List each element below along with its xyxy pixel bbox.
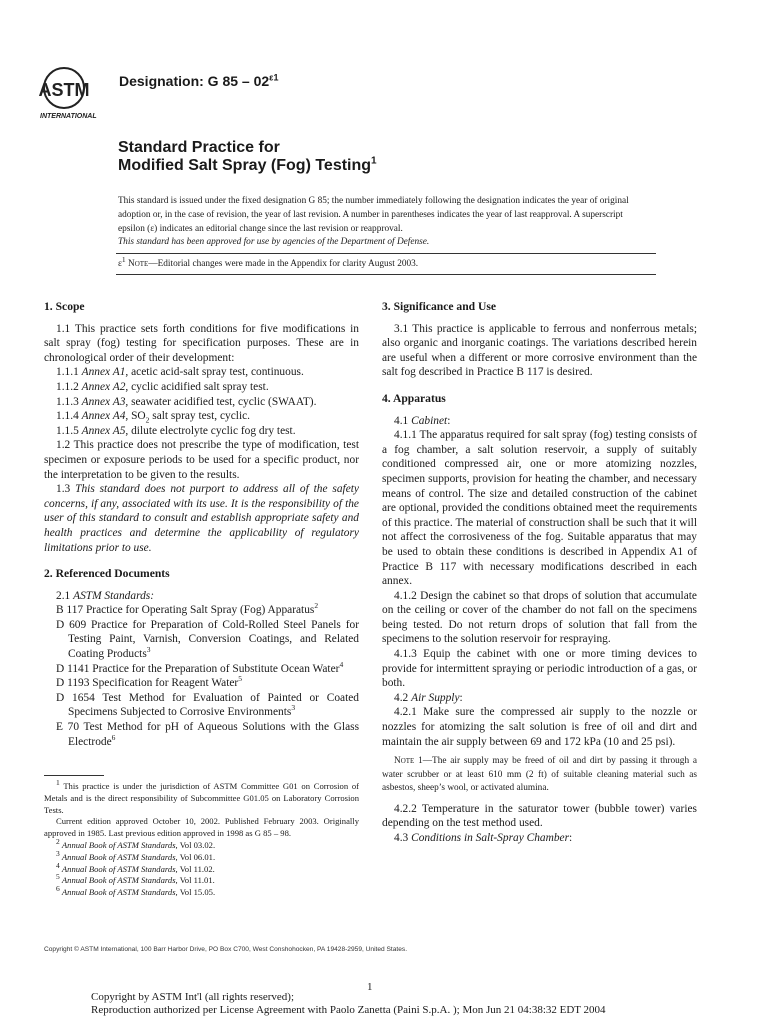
footnote-2	[44, 837, 359, 852]
book-title: Annual Book of ASTM Standards	[61, 863, 176, 874]
footnote-sup: 3	[56, 848, 60, 858]
para-2-1	[44, 589, 359, 604]
right-column	[382, 300, 697, 846]
ref-e70	[44, 720, 359, 749]
note-label: Note	[394, 756, 415, 767]
divider-top	[116, 253, 656, 254]
footnote-divider	[44, 775, 104, 776]
item-text-pre: , SO	[125, 410, 146, 423]
para-4-3: 4.3 Conditions in Salt-Spray Chamber:	[394, 831, 573, 844]
book-title: Annual Book of ASTM Standards	[61, 851, 176, 862]
footnotes	[44, 778, 359, 899]
annex-ref: Annex A2	[81, 380, 126, 393]
footnote-3	[44, 848, 359, 864]
item-text: , cyclic acidified salt spray test.	[125, 380, 269, 393]
item-num: 1.1.1	[56, 366, 79, 379]
ref-d1141	[44, 659, 359, 677]
footnote-1	[44, 778, 359, 816]
item-num: 1.1.3	[56, 395, 79, 408]
volume: , Vol 15.05.	[175, 887, 216, 898]
para-num: 4.1	[394, 414, 409, 427]
editorial-note-text: —Editorial changes were made in the Appendix for clarity August 2003.	[148, 259, 419, 269]
volume: , Vol 03.02.	[175, 839, 216, 850]
copyright-line: Copyright © ASTM International, 100 Barr Harbor Drive, PO Box C700, West Conshohocken, PA 19428-2959, United States.	[44, 946, 408, 953]
para-4-2-2: 4.2.2 Temperature in the saturator tower (bubble tower) varies depending on the test method used.	[382, 802, 697, 830]
footnote-sup: 5	[56, 872, 60, 882]
para-3-1: 3.1 This practice is applicable to ferrous and nonferrous metals; also organic and inorganic coatings. The variations described herein are useful when a different or more corrosive environment than the salt fog described in Practice B 117 is desired.	[382, 322, 697, 379]
logo-subtext: INTERNATIONAL	[40, 113, 97, 120]
para-4-1-1: 4.1.1 The apparatus required for salt spray (fog) testing consists of a fog chamber, a salt solution reservoir, a supply of suitably conditioned compressed air, one or more atomizing nozzles, specimen supports, provision for heating the chamber, and necessary means of control. The size and detailed construction of the cabinet are optional, provided the conditions obtained meet the requirements of this practice. The material of construction shall be such that it will not affect the corrosiveness of the fog. Suitable apparatus that may be used to obtain these conditions is described in Appendix A1 of Practice B 117 with necessary modifications described in each annex.	[382, 429, 697, 588]
license-line-1: Copyright by ASTM Int'l (all rights reserved);	[91, 991, 295, 1003]
section-1-heading: 1. Scope	[44, 300, 85, 313]
intro-paragraph: This standard is issued under the fixed designation G 85; the number immediately following the designation indicates the year of original adoption or, in the case of revision, the year of last revision. A number in parentheses indicates the year of last reapproval. A superscript epsilon (ε) indicates an editorial change since the last revision or reapproval.	[118, 196, 629, 234]
item-text: , dilute electrolyte cyclic fog dry test.	[125, 424, 296, 437]
ref-text: E 70 Test Method for pH of Aqueous Solutions with the Glass Electrode	[56, 721, 359, 748]
item-text: , acetic acid-salt spray test, continuous.	[125, 366, 304, 379]
footnote-sup: 6	[56, 884, 60, 894]
section-4-heading: 4. Apparatus	[382, 391, 446, 405]
para-1-3	[44, 482, 359, 555]
para-1-1-3	[44, 395, 359, 410]
para-4-1-3: 4.1.3 Equip the cabinet with one or more timing devices to provide for intermittent spraying or periodic introduction of a gas, or both.	[382, 648, 697, 690]
dod-approval: This standard has been approved for use by agencies of the Department of Defense.	[118, 237, 430, 247]
cabinet-label: Cabinet	[411, 414, 448, 427]
section-3-heading: 3. Significance and Use	[382, 300, 497, 313]
logo-mark: ASTM	[38, 80, 90, 100]
designation-sup: ε1	[269, 72, 279, 83]
ref-sup: 4	[339, 659, 344, 669]
item-num: 1.1.4	[56, 410, 79, 423]
epsilon-sup: 1	[121, 254, 126, 264]
annex-ref: Annex A1	[81, 366, 126, 379]
astm-logo	[36, 66, 114, 122]
title-footnote-ref: 1	[371, 155, 377, 167]
ref-sup: 3	[146, 645, 151, 655]
footnote-sup: 2	[56, 837, 60, 847]
title-text: Modified Salt Spray (Fog) Testing	[118, 157, 372, 174]
item-text: salt spray test, cyclic.	[149, 410, 251, 423]
ref-d1654	[44, 691, 359, 720]
license-line-2: Reproduction authorized per License Agreement with Paolo Zanetta (Paini S.p.A. ); Mon Jun 21 04:38:32 EDT 2004	[91, 1004, 606, 1016]
para-1-1-5	[44, 424, 359, 439]
ref-text: D 609 Practice for Preparation of Cold-Rolled Steel Panels for Testing Paint, Varnish, Conversion Coatings, and Related Coating Products	[56, 618, 359, 661]
conditions-label: Conditions in Salt-Spray Chamber	[411, 831, 569, 844]
para-num: 4.3	[394, 831, 409, 844]
ref-text: D 1654 Test Method for Evaluation of Painted or Coated Specimens Subjected to Corrosive Environments	[56, 691, 359, 719]
ref-sup: 6	[111, 732, 116, 742]
volume: , Vol 11.01.	[175, 875, 215, 886]
para-1-1-1	[44, 365, 359, 380]
page-number: 1	[367, 981, 373, 993]
volume: , Vol 06.01.	[175, 851, 216, 862]
para-1-1-4	[44, 409, 359, 424]
footnote-1b: Current edition approved October 10, 2002. Published February 2003. Originally approved in 1985. Last previous edition approved in 1998 as G 85 – 98.	[44, 816, 359, 839]
annex-ref: Annex A4	[81, 410, 126, 423]
note-text: 1—The air supply may be freed of oil and dirt by passing it through a water scrubber or at least 610 mm (2 ft) of suitable cleaning material such as asbestos, sheep’s wool, or activated alumina.	[382, 756, 697, 794]
note-1	[382, 755, 697, 796]
astm-standards-label: ASTM Standards:	[73, 589, 155, 602]
ref-sup: 5	[238, 674, 242, 684]
ref-text: D 1193 Specification for Reagent Water	[56, 677, 239, 690]
ref-sup: 3	[291, 703, 296, 713]
ref-d609	[44, 618, 359, 662]
ref-text: D 1141 Practice for the Preparation of Substitute Ocean Water	[56, 662, 340, 675]
ref-d1193	[44, 676, 359, 691]
subscript: 2	[145, 415, 150, 425]
para-num: 4.2	[394, 691, 409, 704]
spacer	[382, 380, 697, 392]
book-title: Annual Book of ASTM Standards	[61, 839, 176, 850]
divider-bottom	[116, 274, 656, 275]
volume: , Vol 11.02.	[175, 863, 215, 874]
air-supply-label: Air Supply	[411, 691, 460, 704]
editorial-note	[118, 254, 419, 269]
ref-text: B 117 Practice for Operating Salt Spray (Fog) Apparatus	[56, 604, 315, 617]
designation-label: Designation: G 85 – 02	[119, 73, 270, 89]
ref-b117	[44, 603, 359, 618]
title-line-1: Standard Practice for	[118, 139, 280, 156]
left-column	[44, 300, 359, 749]
para-1-2: 1.2 This practice does not prescribe the type of modification, test specimen or exposure periods to be used for a specific product, nor the interpretation to be given to the results.	[44, 439, 359, 481]
book-title: Annual Book of ASTM Standards	[61, 875, 176, 886]
footnote-5	[44, 872, 359, 887]
para-num: 1.3	[56, 483, 71, 496]
para-1-1: 1.1 This practice sets forth conditions for five modifications in salt spray (fog) testing for specification purposes. These are in chronological order of their development:	[44, 322, 359, 364]
para-4-1: 4.1 Cabinet:	[394, 414, 451, 427]
spacer	[44, 555, 359, 567]
para-4-2-1: 4.2.1 Make sure the compressed air supply to the nozzle or nozzles for atomizing the salt solution is free of oil and dirt and maintain the air supply between 69 and 172 kPa (10 and 25 psi).	[382, 706, 697, 748]
item-num: 1.1.5	[56, 424, 79, 437]
title-line-2	[118, 157, 377, 175]
para-4-1-2: 4.1.2 Design the cabinet so that drops of solution that accumulate on the ceiling or cover of the chamber do not fall on the specimens being tested. Do not return drops of solution that fall from the specimens to the solution reservoir for respraying.	[382, 589, 697, 646]
book-title: Annual Book of ASTM Standards	[61, 887, 176, 898]
para-num: 2.1	[56, 589, 71, 602]
footnote-4	[44, 860, 359, 876]
annex-ref: Annex A5	[81, 424, 126, 437]
item-text: , seawater acidified test, cyclic (SWAAT).	[125, 395, 317, 408]
footnote-text: This practice is under the jurisdiction of ASTM Committee G01 on Corrosion of Metals and is the direct responsibility of Subcommittee G01.05 on Laboratory Corrosion Tests.	[44, 781, 359, 815]
item-num: 1.1.2	[56, 380, 79, 393]
annex-ref: Annex A3	[81, 395, 126, 408]
para-4-2: 4.2 Air Supply:	[394, 691, 463, 704]
para-1-1-2	[44, 380, 359, 395]
editorial-note-label: Note	[127, 259, 149, 269]
epsilon-mark: ε	[118, 259, 122, 269]
designation	[119, 73, 278, 89]
footnote-1-sup: 1	[56, 778, 60, 788]
safety-caveat: This standard does not purport to address all of the safety concerns, if any, associated with its use. It is the responsibility of the user of this standard to consult and establish appropriate safety and health practices and determine the applicability of regulatory limitations prior to use.	[44, 483, 359, 554]
footnote-sup: 4	[56, 860, 60, 870]
footnote-6	[44, 884, 359, 899]
section-2-heading: 2. Referenced Documents	[44, 567, 170, 581]
ref-sup: 2	[314, 601, 319, 611]
